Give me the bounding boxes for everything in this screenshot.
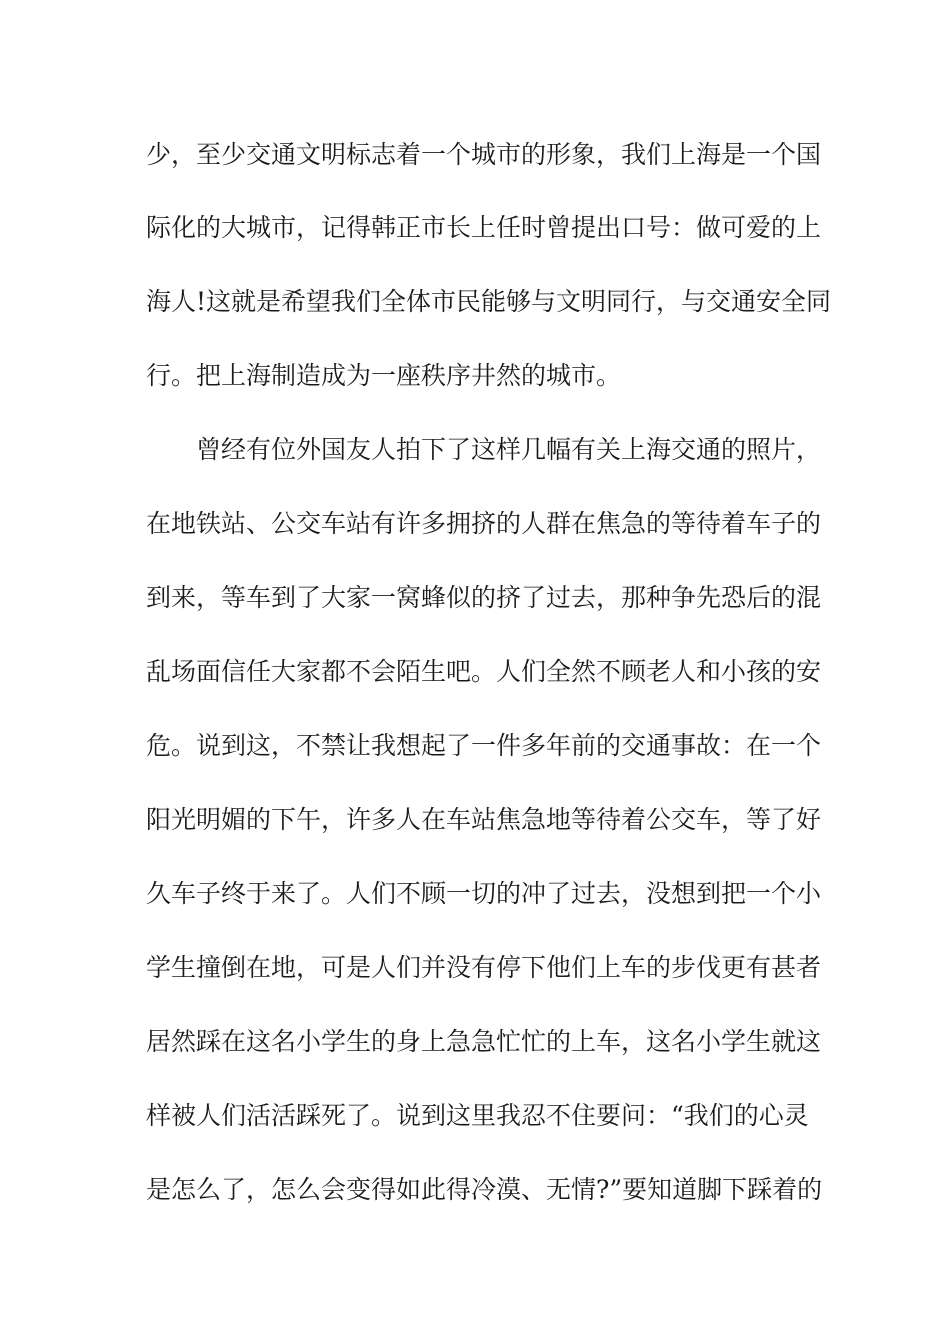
text-line-14: 样被人们活活踩死了。说到这里我忍不住要问：“我们的心灵: [146, 1101, 809, 1130]
text-line-3: 海人!这就是希望我们全体市民能够与文明同行，与交通安全同: [146, 287, 832, 316]
text-line-4: 行。把上海制造成为一座秩序井然的城市。: [146, 361, 622, 390]
text-line-8: 乱场面信任大家都不会陌生吧。人们全然不顾老人和小孩的安: [146, 657, 822, 686]
text-line-5: 曾经有位外国友人拍下了这样几幅有关上海交通的照片，: [196, 435, 822, 464]
text-line-11: 久车子终于来了。人们不顾一切的冲了过去，没想到把一个小: [146, 879, 822, 908]
text-line-13: 居然踩在这名小学生的身上急急忙忙的上车，这名小学生就这: [146, 1027, 822, 1056]
text-line-7: 到来，等车到了大家一窝蜂似的挤了过去，那种争先恐后的混: [146, 583, 822, 612]
text-line-6: 在地铁站、公交车站有许多拥挤的人群在焦急的等待着车子的: [146, 509, 822, 538]
text-line-2: 际化的大城市，记得韩正市长上任时曾提出口号：做可爱的上: [146, 213, 822, 242]
text-line-1: 少，至少交通文明标志着一个城市的形象，我们上海是一个国: [146, 140, 822, 169]
text-line-9: 危。说到这，不禁让我想起了一件多年前的交通事故：在一个: [146, 731, 822, 760]
text-line-15: 是怎么了，怎么会变得如此得冷漠、无情?”要知道脚下踩着的: [146, 1175, 823, 1204]
text-line-10: 阳光明媚的下午，许多人在车站焦急地等待着公交车，等了好: [146, 805, 822, 834]
text-line-12: 学生撞倒在地，可是人们并没有停下他们上车的步伐更有甚者: [146, 953, 822, 982]
